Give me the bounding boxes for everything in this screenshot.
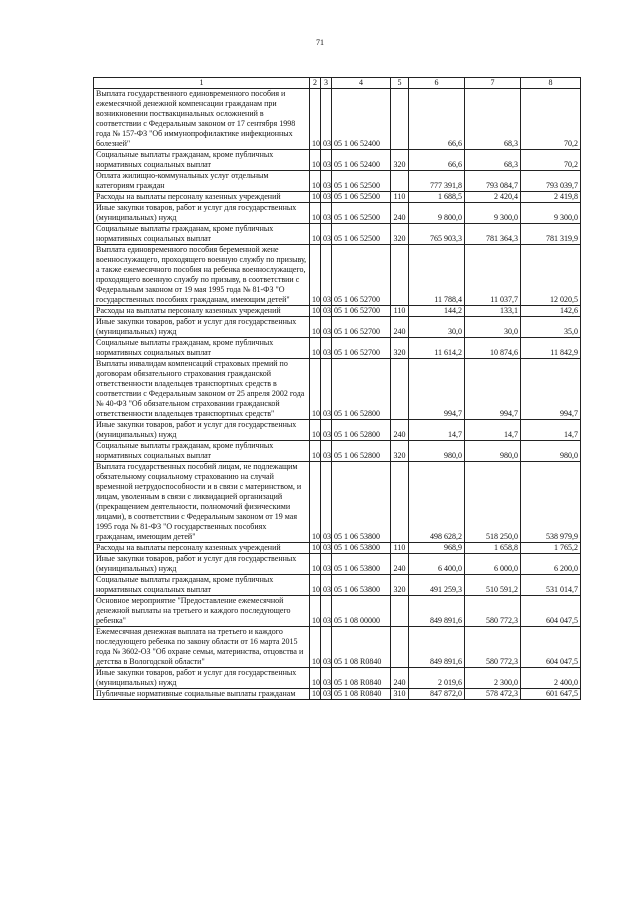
row-amount-year-2: 30,0 (465, 317, 521, 338)
row-amount-year-1: 847 872,0 (409, 689, 465, 700)
row-expense-type: 320 (391, 575, 409, 596)
row-amount-year-1: 2 019,6 (409, 668, 465, 689)
row-amount-year-3: 12 020,5 (521, 245, 581, 306)
row-amount-year-3: 11 842,9 (521, 338, 581, 359)
row-expense-type: 320 (391, 441, 409, 462)
row-section: 10 (310, 203, 321, 224)
row-expense-type: 240 (391, 668, 409, 689)
row-name: Выплата государственных пособий лицам, не подлежащим обязательному социальному страхованию на случай временной нетрудоспособности и в связи с материнством, и лицам, уволенным в связи с ликвидацией организаций (прекращением деятельности, полномочий физическими лицами), в соответствии с Федеральным законом от 19 мая 1995 года № 81-ФЗ "О государственных пособиях гражданам, имеющим детей" (94, 462, 310, 543)
row-subsection: 03 (321, 668, 332, 689)
row-target-article: 05 1 06 52700 (332, 245, 391, 306)
row-section: 10 (310, 462, 321, 543)
row-amount-year-3: 1 765,2 (521, 543, 581, 554)
table-row (94, 359, 581, 420)
row-expense-type (391, 245, 409, 306)
row-section: 10 (310, 171, 321, 192)
table-row (94, 224, 581, 245)
row-name: Иные закупки товаров, работ и услуг для государственных (муниципальных) нужд (94, 554, 310, 575)
row-amount-year-2: 510 591,2 (465, 575, 521, 596)
row-subsection: 03 (321, 338, 332, 359)
row-amount-year-3: 601 647,5 (521, 689, 581, 700)
row-target-article: 05 1 06 52700 (332, 317, 391, 338)
row-subsection: 03 (321, 192, 332, 203)
row-amount-year-1: 994,7 (409, 359, 465, 420)
row-name: Выплата государственного единовременного пособия и ежемесячной денежной компенсации гражданам при возникновении поствакцинальных осложнений в соответствии с Федеральным законом от 17 сентября 1998 года № 157-ФЗ "Об иммунопрофилактике инфекционных болезней" (94, 89, 310, 150)
row-amount-year-2: 578 472,3 (465, 689, 521, 700)
row-subsection: 03 (321, 441, 332, 462)
header-col-1: 1 (94, 78, 310, 89)
table-row (94, 245, 581, 306)
row-amount-year-2: 9 300,0 (465, 203, 521, 224)
row-name: Социальные выплаты гражданам, кроме публичных нормативных социальных выплат (94, 441, 310, 462)
row-section: 10 (310, 306, 321, 317)
row-amount-year-2: 518 250,0 (465, 462, 521, 543)
row-subsection: 03 (321, 359, 332, 420)
row-amount-year-1: 777 391,8 (409, 171, 465, 192)
row-expense-type: 320 (391, 224, 409, 245)
table-row (94, 627, 581, 668)
row-amount-year-2: 68,3 (465, 150, 521, 171)
row-subsection: 03 (321, 89, 332, 150)
row-name: Основное мероприятие "Предоставление ежемесячной денежной выплаты на третьего и каждого последующего ребенка" (94, 596, 310, 627)
row-expense-type (391, 462, 409, 543)
row-amount-year-2: 2 420,4 (465, 192, 521, 203)
header-col-2: 2 (310, 78, 321, 89)
row-amount-year-3: 793 039,7 (521, 171, 581, 192)
row-section: 10 (310, 596, 321, 627)
row-amount-year-1: 765 903,3 (409, 224, 465, 245)
row-amount-year-1: 968,9 (409, 543, 465, 554)
row-name: Социальные выплаты гражданам, кроме публичных нормативных социальных выплат (94, 338, 310, 359)
row-amount-year-3: 142,6 (521, 306, 581, 317)
row-subsection: 03 (321, 627, 332, 668)
table-row (94, 338, 581, 359)
row-amount-year-1: 66,6 (409, 150, 465, 171)
row-subsection: 03 (321, 596, 332, 627)
row-expense-type: 240 (391, 420, 409, 441)
row-expense-type: 240 (391, 203, 409, 224)
page-number: 71 (316, 38, 324, 47)
row-section: 10 (310, 420, 321, 441)
row-expense-type: 320 (391, 338, 409, 359)
row-amount-year-2: 10 874,6 (465, 338, 521, 359)
row-amount-year-3: 604 047,5 (521, 596, 581, 627)
row-expense-type: 310 (391, 689, 409, 700)
row-amount-year-2: 994,7 (465, 359, 521, 420)
row-amount-year-3: 604 047,5 (521, 627, 581, 668)
table-row (94, 554, 581, 575)
table-row (94, 462, 581, 543)
row-subsection: 03 (321, 554, 332, 575)
row-amount-year-1: 11 788,4 (409, 245, 465, 306)
row-target-article: 05 1 06 52500 (332, 171, 391, 192)
table-row (94, 89, 581, 150)
row-subsection: 03 (321, 224, 332, 245)
row-section: 10 (310, 89, 321, 150)
table-row (94, 420, 581, 441)
row-section: 10 (310, 554, 321, 575)
header-col-3: 3 (321, 78, 332, 89)
row-expense-type: 320 (391, 150, 409, 171)
row-name: Социальные выплаты гражданам, кроме публичных нормативных социальных выплат (94, 150, 310, 171)
row-amount-year-3: 9 300,0 (521, 203, 581, 224)
row-section: 10 (310, 150, 321, 171)
row-amount-year-3: 35,0 (521, 317, 581, 338)
row-section: 10 (310, 543, 321, 554)
row-subsection: 03 (321, 171, 332, 192)
row-target-article: 05 1 06 53800 (332, 575, 391, 596)
table-row (94, 171, 581, 192)
row-name: Иные закупки товаров, работ и услуг для государственных (муниципальных) нужд (94, 317, 310, 338)
row-target-article: 05 1 08 R0840 (332, 668, 391, 689)
row-name: Выплаты инвалидам компенсаций страховых премий по договорам обязательного страхования гражданской ответственности владельцев транспортных средств в соответствии с Федеральным законом от 25 апреля 2002 года № 40-ФЗ "Об обязательном страховании гражданской ответственности владельцев транспортных средств" (94, 359, 310, 420)
row-target-article: 05 1 06 53800 (332, 543, 391, 554)
row-name: Иные закупки товаров, работ и услуг для государственных (муниципальных) нужд (94, 668, 310, 689)
table-header-row (94, 78, 581, 89)
row-section: 10 (310, 668, 321, 689)
row-target-article: 05 1 08 R0840 (332, 627, 391, 668)
row-amount-year-1: 849 891,6 (409, 596, 465, 627)
row-amount-year-1: 30,0 (409, 317, 465, 338)
row-section: 10 (310, 338, 321, 359)
row-target-article: 05 1 06 52500 (332, 224, 391, 245)
header-col-5: 5 (391, 78, 409, 89)
table-row (94, 596, 581, 627)
row-target-article: 05 1 08 00000 (332, 596, 391, 627)
header-col-4: 4 (332, 78, 391, 89)
row-amount-year-1: 1 688,5 (409, 192, 465, 203)
row-target-article: 05 1 06 52400 (332, 89, 391, 150)
table-row (94, 441, 581, 462)
row-subsection: 03 (321, 203, 332, 224)
row-target-article: 05 1 06 52500 (332, 192, 391, 203)
row-expense-type (391, 359, 409, 420)
row-amount-year-3: 531 014,7 (521, 575, 581, 596)
row-amount-year-2: 980,0 (465, 441, 521, 462)
row-name: Оплата жилищно-коммунальных услуг отдельным категориям граждан (94, 171, 310, 192)
header-col-6: 6 (409, 78, 465, 89)
row-subsection: 03 (321, 245, 332, 306)
row-name: Социальные выплаты гражданам, кроме публичных нормативных социальных выплат (94, 575, 310, 596)
row-target-article: 05 1 06 52400 (332, 150, 391, 171)
row-subsection: 03 (321, 689, 332, 700)
row-amount-year-3: 2 419,8 (521, 192, 581, 203)
row-section: 10 (310, 441, 321, 462)
row-amount-year-1: 980,0 (409, 441, 465, 462)
row-subsection: 03 (321, 150, 332, 171)
row-subsection: 03 (321, 543, 332, 554)
row-name: Социальные выплаты гражданам, кроме публичных нормативных социальных выплат (94, 224, 310, 245)
row-section: 10 (310, 575, 321, 596)
table-row (94, 689, 581, 700)
table-row (94, 306, 581, 317)
header-col-7: 7 (465, 78, 521, 89)
row-target-article: 05 1 06 53800 (332, 462, 391, 543)
row-amount-year-1: 11 614,2 (409, 338, 465, 359)
row-amount-year-2: 580 772,3 (465, 596, 521, 627)
header-col-8: 8 (521, 78, 581, 89)
table-row (94, 668, 581, 689)
row-section: 10 (310, 224, 321, 245)
row-name: Иные закупки товаров, работ и услуг для государственных (муниципальных) нужд (94, 420, 310, 441)
row-expense-type (391, 627, 409, 668)
row-amount-year-1: 9 800,0 (409, 203, 465, 224)
row-target-article: 05 1 06 52800 (332, 359, 391, 420)
row-section: 10 (310, 245, 321, 306)
row-amount-year-2: 133,1 (465, 306, 521, 317)
row-expense-type (391, 89, 409, 150)
row-amount-year-1: 498 628,2 (409, 462, 465, 543)
row-amount-year-2: 793 084,7 (465, 171, 521, 192)
row-section: 10 (310, 192, 321, 203)
row-subsection: 03 (321, 317, 332, 338)
row-amount-year-3: 6 200,0 (521, 554, 581, 575)
row-amount-year-3: 14,7 (521, 420, 581, 441)
row-amount-year-2: 1 658,8 (465, 543, 521, 554)
row-amount-year-3: 70,2 (521, 150, 581, 171)
row-name: Расходы на выплаты персоналу казенных учреждений (94, 192, 310, 203)
row-expense-type: 240 (391, 317, 409, 338)
row-expense-type: 110 (391, 192, 409, 203)
row-section: 10 (310, 359, 321, 420)
row-subsection: 03 (321, 575, 332, 596)
row-name: Иные закупки товаров, работ и услуг для государственных (муниципальных) нужд (94, 203, 310, 224)
row-amount-year-3: 980,0 (521, 441, 581, 462)
row-target-article: 05 1 06 52700 (332, 306, 391, 317)
row-name: Расходы на выплаты персоналу казенных учреждений (94, 543, 310, 554)
row-amount-year-1: 6 400,0 (409, 554, 465, 575)
row-amount-year-2: 6 000,0 (465, 554, 521, 575)
row-amount-year-2: 781 364,3 (465, 224, 521, 245)
row-name: Публичные нормативные социальные выплаты гражданам (94, 689, 310, 700)
row-amount-year-3: 538 979,9 (521, 462, 581, 543)
table-row (94, 575, 581, 596)
row-amount-year-1: 66,6 (409, 89, 465, 150)
row-expense-type: 240 (391, 554, 409, 575)
table-row (94, 317, 581, 338)
table-row (94, 192, 581, 203)
row-amount-year-2: 68,3 (465, 89, 521, 150)
budget-table (93, 77, 581, 700)
row-name: Ежемесячная денежная выплата на третьего и каждого последующего ребенка по закону области от 16 марта 2015 года № 3602-ОЗ "Об охране семьи, материнства, отцовства и детства в Вологодской области" (94, 627, 310, 668)
row-amount-year-2: 11 037,7 (465, 245, 521, 306)
row-target-article: 05 1 06 52700 (332, 338, 391, 359)
row-amount-year-1: 144,2 (409, 306, 465, 317)
row-subsection: 03 (321, 420, 332, 441)
row-target-article: 05 1 06 52800 (332, 420, 391, 441)
table-row (94, 150, 581, 171)
row-target-article: 05 1 06 52800 (332, 441, 391, 462)
row-subsection: 03 (321, 462, 332, 543)
table-row (94, 543, 581, 554)
row-amount-year-1: 491 259,3 (409, 575, 465, 596)
row-target-article: 05 1 06 53800 (332, 554, 391, 575)
row-amount-year-2: 2 300,0 (465, 668, 521, 689)
row-amount-year-2: 14,7 (465, 420, 521, 441)
row-expense-type: 110 (391, 306, 409, 317)
row-amount-year-3: 2 400,0 (521, 668, 581, 689)
row-expense-type (391, 596, 409, 627)
row-expense-type: 110 (391, 543, 409, 554)
row-name: Расходы на выплаты персоналу казенных учреждений (94, 306, 310, 317)
row-amount-year-1: 849 891,6 (409, 627, 465, 668)
table-row (94, 203, 581, 224)
row-section: 10 (310, 689, 321, 700)
row-expense-type (391, 171, 409, 192)
row-amount-year-3: 781 319,9 (521, 224, 581, 245)
row-amount-year-2: 580 772,3 (465, 627, 521, 668)
row-section: 10 (310, 627, 321, 668)
row-amount-year-3: 994,7 (521, 359, 581, 420)
row-amount-year-1: 14,7 (409, 420, 465, 441)
row-amount-year-3: 70,2 (521, 89, 581, 150)
row-section: 10 (310, 317, 321, 338)
row-target-article: 05 1 08 R0840 (332, 689, 391, 700)
row-target-article: 05 1 06 52500 (332, 203, 391, 224)
row-subsection: 03 (321, 306, 332, 317)
row-name: Выплата единовременного пособия беременной жене военнослужащего, проходящего военную службу по призыву, а также ежемесячного пособия на ребенка военнослужащего, проходящего военную службу по призыву, в соответствии с Федеральным законом от 19 мая 1995 года № 81-ФЗ "О государственных пособиях гражданам, имеющим детей" (94, 245, 310, 306)
